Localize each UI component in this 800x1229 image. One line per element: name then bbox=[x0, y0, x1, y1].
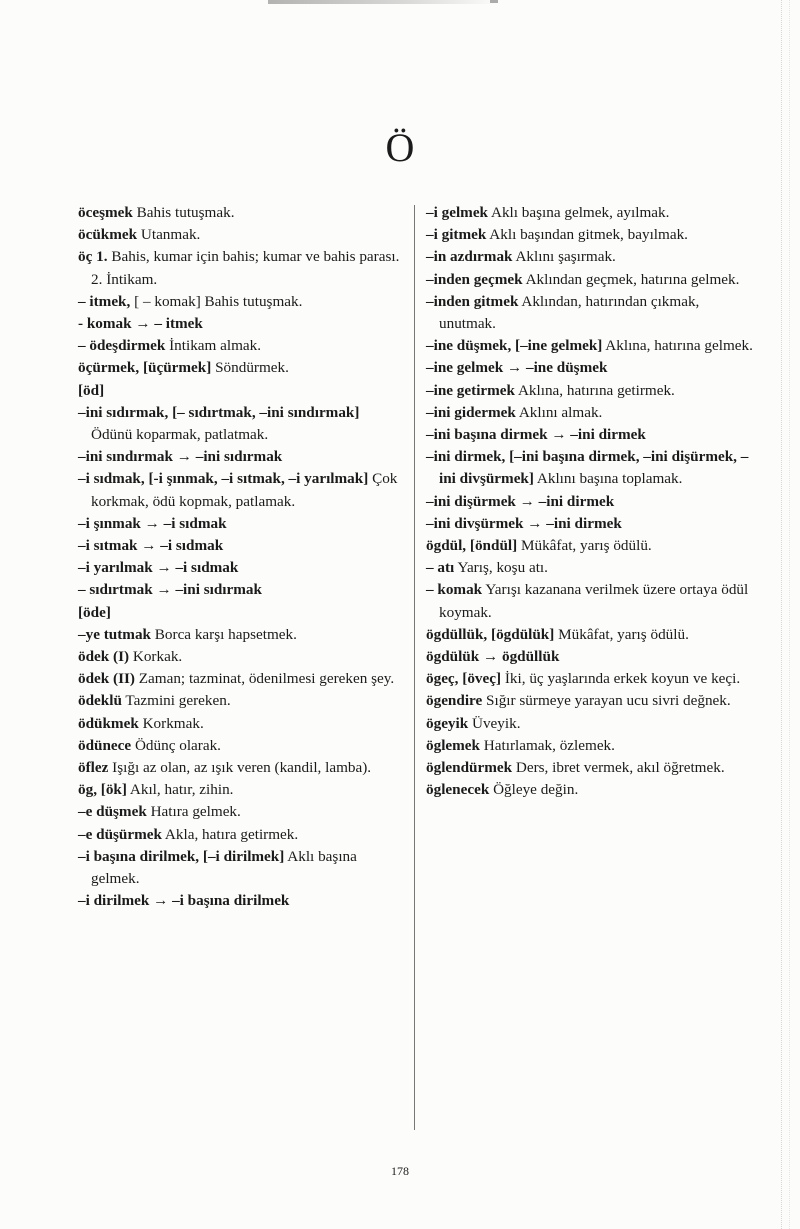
entry-headword: ögendire bbox=[426, 692, 483, 710]
entry-headword: –i gitmek bbox=[426, 226, 487, 244]
entry-headword: –i yarılmak → –i sıdmak bbox=[78, 559, 239, 577]
entry-definition: Aklından, hatırından çıkmak, unutmak. bbox=[439, 292, 700, 333]
dictionary-entry bbox=[78, 824, 403, 846]
dictionary-entry bbox=[426, 646, 756, 668]
entry-headword: öflez bbox=[78, 759, 109, 777]
dictionary-entry bbox=[78, 668, 403, 690]
entry-definition: Ödünü koparmak, patlatmak. bbox=[91, 426, 269, 444]
scan-top-mark bbox=[268, 0, 498, 4]
dictionary-entry bbox=[426, 624, 756, 646]
entry-headword: –ine düşmek, [–ine gelmek] bbox=[426, 337, 603, 355]
entry-definition: Korkmak. bbox=[138, 714, 204, 732]
dictionary-entry bbox=[78, 779, 403, 801]
entry-headword: ödek (I) bbox=[78, 648, 130, 666]
entry-definition: Mükâfat, yarış ödülü. bbox=[554, 625, 689, 643]
dictionary-entry bbox=[78, 357, 403, 379]
entry-headword: –ye tutmak bbox=[78, 625, 151, 643]
scan-page-edge-inner bbox=[789, 0, 791, 1229]
entry-headword: öcükmek bbox=[78, 226, 138, 244]
dictionary-entry bbox=[426, 690, 756, 712]
dictionary-entry bbox=[426, 668, 756, 690]
entry-headword: – komak bbox=[426, 581, 483, 599]
entry-definition: Çok korkmak, ödü kopmak, patlamak. bbox=[91, 470, 398, 510]
dictionary-entry bbox=[78, 535, 403, 557]
entry-headword: [öde] bbox=[78, 603, 111, 621]
entry-definition: Aklı başına gelmek. bbox=[91, 847, 357, 888]
entry-headword: –ini divşürmek → –ini dirmek bbox=[426, 514, 622, 532]
dictionary-entry bbox=[78, 624, 403, 646]
entry-definition: Aklı başına gelmek, ayılmak. bbox=[488, 204, 670, 221]
entry-headword: ödek (II) bbox=[78, 670, 135, 688]
entry-definition: Aklından geçmek, hatırına gelmek. bbox=[522, 270, 740, 288]
entry-headword: – itmek, bbox=[78, 292, 131, 310]
entry-headword: öglendürmek bbox=[426, 759, 513, 777]
entry-headword: ögeç, [öveç] bbox=[426, 670, 502, 688]
dictionary-entry bbox=[426, 557, 756, 579]
entry-definition: Hatıra gelmek. bbox=[146, 803, 241, 821]
entry-definition: Bahis, kumar için bahis; kumar ve bahis parası. 2. İntikam. bbox=[91, 248, 400, 288]
dictionary-entry bbox=[426, 713, 756, 735]
dictionary-entry bbox=[78, 801, 403, 823]
dictionary-entry bbox=[78, 735, 403, 757]
entry-headword: - komak → – itmek bbox=[78, 315, 203, 333]
dictionary-entry bbox=[78, 224, 403, 246]
section-letter: Ö bbox=[385, 125, 415, 170]
entry-headword: –in azdırmak bbox=[426, 248, 513, 266]
dictionary-entry bbox=[78, 890, 403, 912]
entry-definition: Akıl, hatır, zihin. bbox=[126, 781, 234, 799]
entry-definition: Borca karşı hapsetmek. bbox=[150, 625, 297, 643]
entry-headword: –i sıtmak → –i sıdmak bbox=[78, 537, 224, 555]
entry-headword: ögdüllük, [ögdülük] bbox=[426, 625, 555, 643]
entry-definition: İntikam almak. bbox=[165, 337, 262, 355]
entry-headword: –ini başına dirmek → –ini dirmek bbox=[426, 426, 646, 444]
entry-headword: –inden gitmek bbox=[426, 292, 519, 310]
column-divider bbox=[414, 205, 415, 1130]
entry-definition: Aklını şaşırmak. bbox=[512, 248, 616, 266]
dictionary-entry bbox=[426, 224, 756, 246]
dictionary-entry bbox=[426, 335, 756, 357]
entry-definition: Utanmak. bbox=[137, 226, 201, 244]
dictionary-entry bbox=[78, 579, 403, 601]
entry-definition: Aklını başına toplamak. bbox=[533, 470, 683, 488]
entry-headword: –ini gidermek bbox=[426, 403, 516, 421]
entry-definition: Akla, hatıra getirmek. bbox=[161, 825, 299, 843]
dictionary-entry bbox=[426, 735, 756, 757]
entry-definition: Bahis tutuşmak. bbox=[132, 204, 235, 221]
entry-headword: –ini dirmek, [–ini başına dirmek, –ini dişürmek, –ini divşürmek] bbox=[426, 448, 749, 488]
entry-definition: Aklına, hatırına getirmek. bbox=[515, 381, 675, 399]
entry-definition: Ödünç olarak. bbox=[131, 736, 221, 754]
entry-headword: ödeklü bbox=[78, 692, 122, 710]
dictionary-entry bbox=[78, 646, 403, 668]
dictionary-entry bbox=[426, 579, 756, 623]
dictionary-entry bbox=[78, 402, 403, 446]
dictionary-entry bbox=[78, 446, 403, 468]
dictionary-entry bbox=[426, 380, 756, 402]
entry-definition: Aklı başından gitmek, bayılmak. bbox=[486, 226, 688, 244]
dictionary-entry bbox=[78, 291, 403, 313]
entry-definition: Yarış, koşu atı. bbox=[454, 559, 548, 577]
dictionary-entry bbox=[426, 202, 756, 224]
dictionary-entry bbox=[78, 468, 403, 512]
dictionary-entry bbox=[78, 557, 403, 579]
entry-headword: ögdül, [öndül] bbox=[426, 537, 518, 555]
dictionary-entry bbox=[426, 757, 756, 779]
entry-definition: Aklına, hatırına gelmek. bbox=[602, 337, 753, 355]
left-column bbox=[78, 202, 403, 913]
entry-headword: [öd] bbox=[78, 381, 105, 399]
entry-definition: Üveyik. bbox=[468, 714, 521, 732]
entry-headword: –i sıdmak, [-i şınmak, –i sıtmak, –i yarılmak] bbox=[78, 470, 369, 488]
dictionary-entry bbox=[78, 757, 403, 779]
entry-headword: –i gelmek bbox=[426, 204, 489, 221]
entry-headword: –ini sıdırmak, [– sıdırtmak, –ini sındırmak] bbox=[78, 403, 360, 421]
entry-headword: –e düşmek bbox=[78, 803, 147, 821]
right-column bbox=[426, 202, 756, 801]
dictionary-entry bbox=[78, 690, 403, 712]
entry-definition: Zaman; tazminat, ödenilmesi gereken şey. bbox=[134, 670, 395, 688]
dictionary-entry bbox=[426, 779, 756, 801]
dictionary-entry bbox=[78, 246, 403, 290]
entry-definition: İki, üç yaşlarında erkek koyun ve keçi. bbox=[501, 670, 741, 688]
dictionary-entry bbox=[426, 291, 756, 335]
page-number: 178 bbox=[391, 1164, 409, 1178]
entry-definition: Aklını almak. bbox=[515, 403, 603, 421]
entry-headword: –i başına dirilmek, [–i dirilmek] bbox=[78, 847, 285, 865]
entry-headword: ögdülük → ögdüllük bbox=[426, 648, 560, 666]
entry-headword: –e düşürmek bbox=[78, 825, 162, 843]
entry-headword: –i dirilmek → –i başına dirilmek bbox=[78, 892, 290, 910]
entry-headword: ödünece bbox=[78, 736, 132, 754]
entry-headword: –ine getirmek bbox=[426, 381, 515, 399]
dictionary-entry bbox=[78, 380, 403, 402]
dictionary-entry bbox=[426, 402, 756, 424]
entry-definition: Işığı az olan, az ışık veren (kandil, lamba). bbox=[108, 759, 372, 777]
dictionary-entry bbox=[426, 491, 756, 513]
entry-headword: öceşmek bbox=[78, 204, 133, 221]
entry-headword: –inden geçmek bbox=[426, 270, 523, 288]
entry-headword: öçürmek, [üçürmek] bbox=[78, 359, 212, 377]
entry-headword: öç 1. bbox=[78, 248, 108, 266]
entry-definition: Mükâfat, yarış ödülü. bbox=[517, 537, 652, 555]
entry-headword: öglemek bbox=[426, 736, 480, 754]
entry-headword: ög, [ök] bbox=[78, 781, 127, 799]
entry-headword: öglenecek bbox=[426, 781, 490, 799]
entry-definition: [ – komak] Bahis tutuşmak. bbox=[130, 292, 303, 310]
entry-headword: – ödeşdirmek bbox=[78, 337, 166, 355]
dictionary-entry bbox=[78, 513, 403, 535]
entry-headword: ödükmek bbox=[78, 714, 139, 732]
entry-definition: Tazmini gereken. bbox=[121, 692, 231, 710]
entry-headword: –ini sındırmak → –ini sıdırmak bbox=[78, 448, 283, 466]
entry-definition: Hatırlamak, özlemek. bbox=[480, 736, 615, 754]
entry-headword: –ine gelmek → –ine düşmek bbox=[426, 359, 608, 377]
entry-definition: Söndürmek. bbox=[211, 359, 289, 377]
dictionary-entry bbox=[78, 313, 403, 335]
dictionary-entry bbox=[426, 357, 756, 379]
entry-headword: ögeyik bbox=[426, 714, 469, 732]
entry-headword: –i şınmak → –i sıdmak bbox=[78, 514, 227, 532]
entry-headword: – atı bbox=[426, 559, 455, 577]
entry-headword: – sıdırtmak → –ini sıdırmak bbox=[78, 581, 262, 599]
entry-definition: Ders, ibret vermek, akıl öğretmek. bbox=[512, 759, 725, 777]
dictionary-entry bbox=[426, 535, 756, 557]
entry-definition: Sığır sürmeye yarayan ucu sivri değnek. bbox=[482, 692, 731, 710]
dictionary-entry bbox=[78, 602, 403, 624]
dictionary-entry bbox=[78, 713, 403, 735]
dictionary-entry bbox=[426, 246, 756, 268]
dictionary-entry bbox=[426, 424, 756, 446]
entry-definition: Öğleye değin. bbox=[489, 781, 579, 799]
entry-definition: Yarışı kazanana verilmek üzere ortaya ödül koymak. bbox=[439, 581, 749, 621]
dictionary-entry bbox=[426, 446, 756, 490]
dictionary-entry bbox=[78, 846, 403, 890]
dictionary-entry bbox=[426, 513, 756, 535]
dictionary-entry bbox=[78, 335, 403, 357]
dictionary-entry bbox=[78, 202, 403, 224]
entry-headword: –ini dişürmek → –ini dirmek bbox=[426, 492, 615, 510]
entry-definition: Korkak. bbox=[129, 648, 183, 666]
scan-top-dot bbox=[490, 0, 498, 3]
dictionary-entry bbox=[426, 269, 756, 291]
